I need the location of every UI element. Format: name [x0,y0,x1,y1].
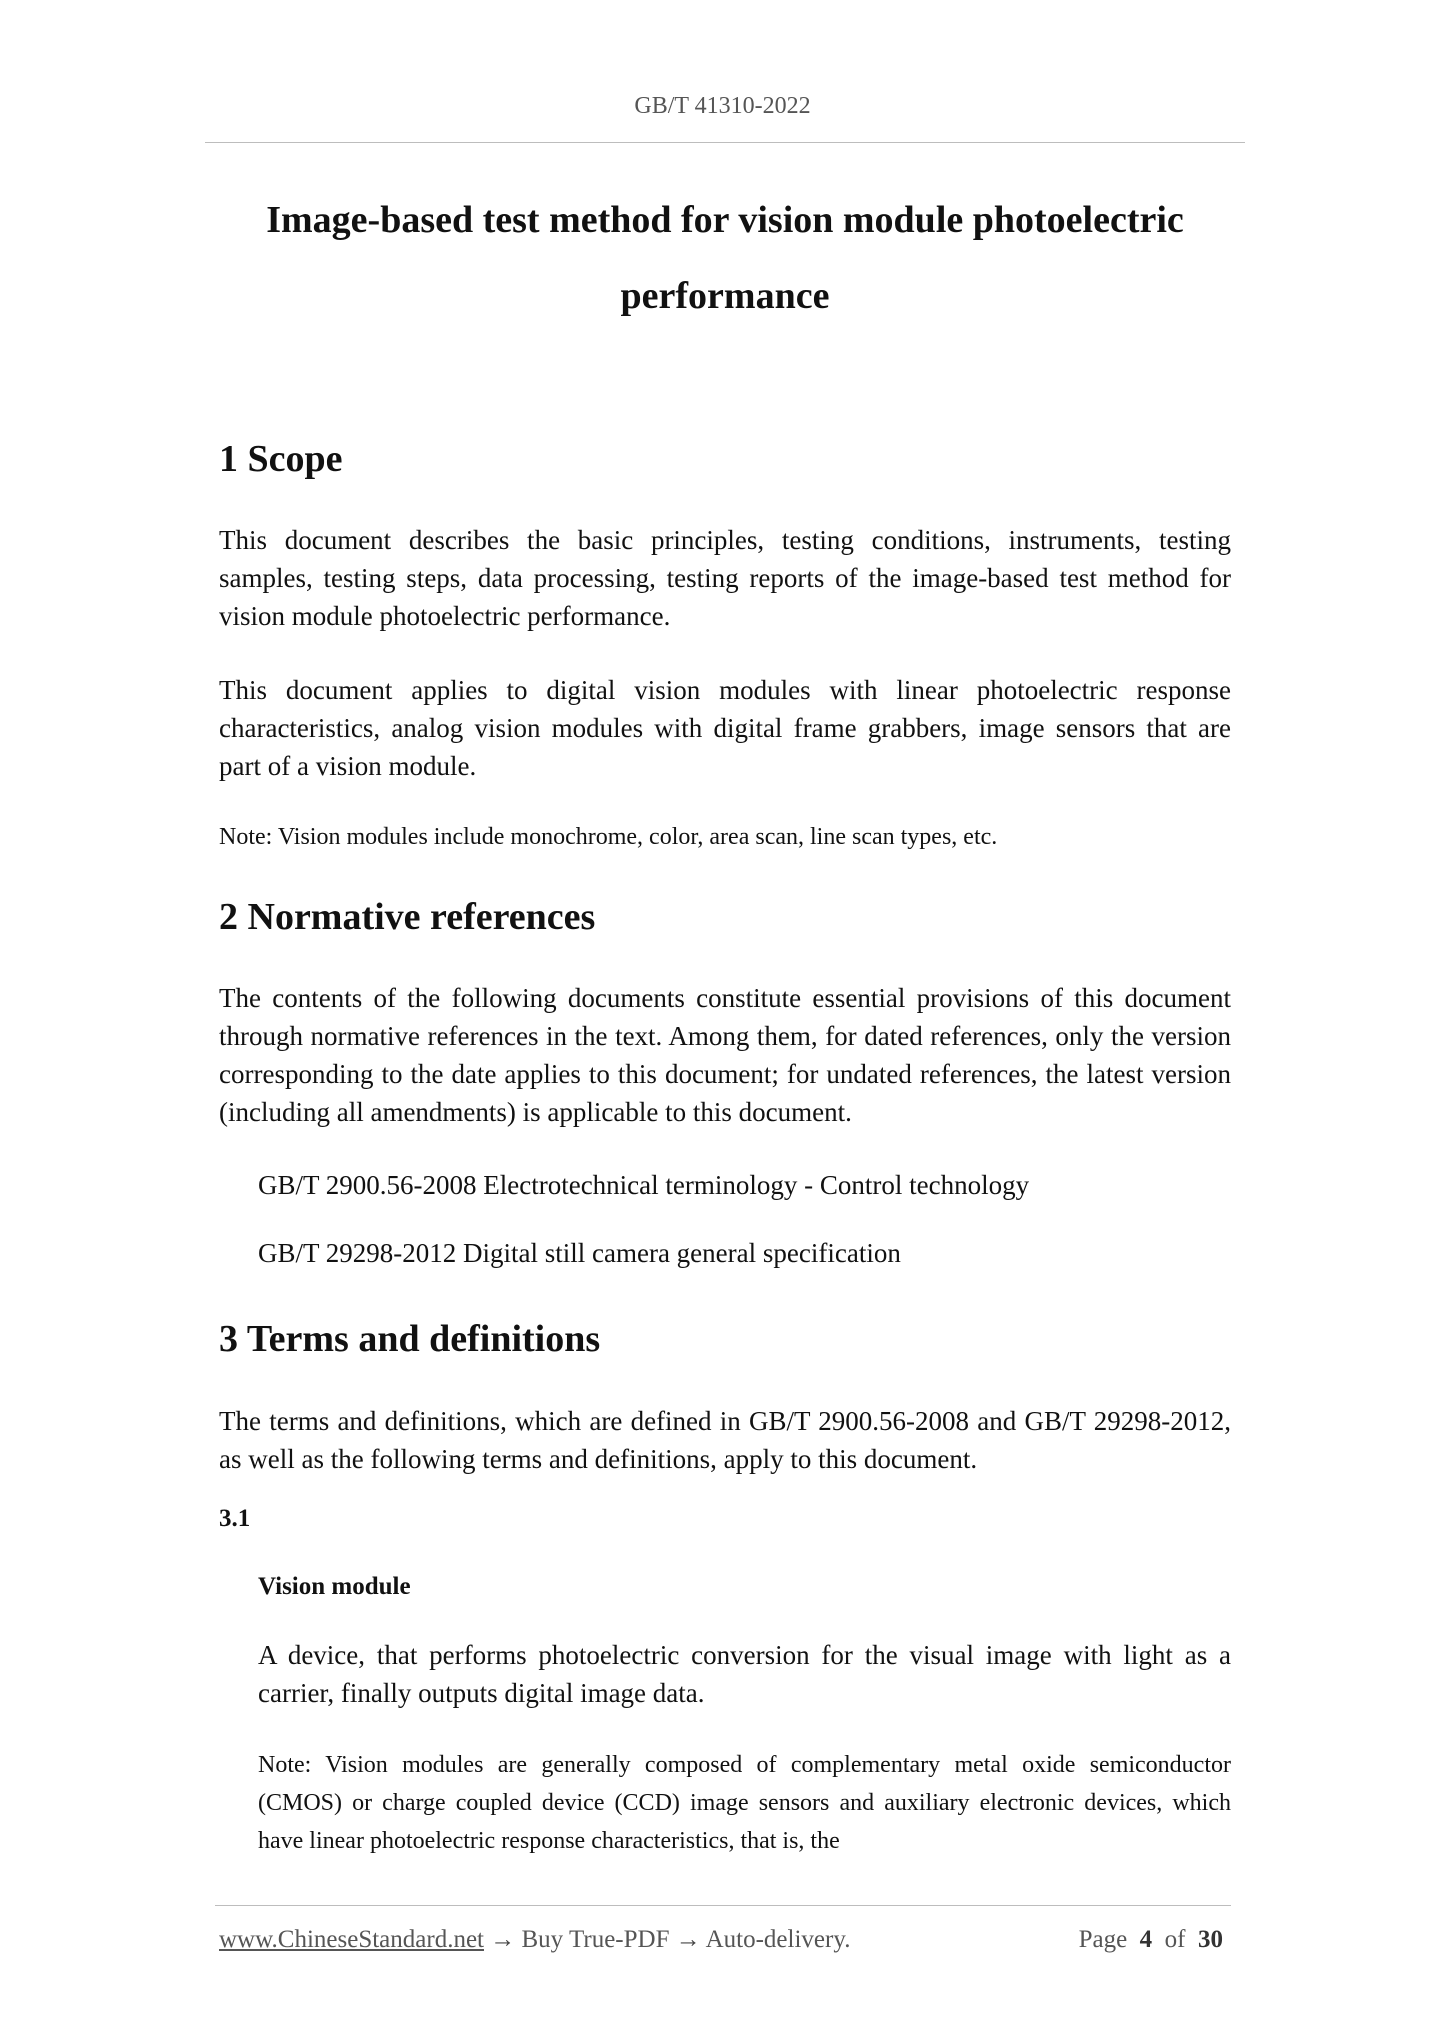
scope-note: Note: Vision modules include monochrome, color, area scan, line scan types, etc. [219,824,998,850]
arrow-right-icon: → [490,1926,516,1953]
term-number: 3.1 [219,1505,251,1532]
scope-paragraph-1: This document describes the basic principles, testing conditions, instruments, testing samples, testing steps, data processing, testing reports of the image-based test method for vision module photoelectric performance. [219,525,1231,631]
term-name: Vision module [258,1573,411,1600]
section-heading-terms-and-definitions: 3 Terms and definitions [219,1318,601,1360]
page-header: GB/T 41310-2022 [634,93,811,119]
term-note: Note: Vision modules are generally composed of complementary metal oxide semiconductor (CMOS) or charge coupled device (CCD) image sensors and auxiliary electronic devices, which have linear photoelectric response characteristics, that is, the [258,1752,1231,1854]
buy-true-pdf-text: Buy True-PDF [521,1926,670,1953]
document-title-line-2: performance [620,275,830,317]
page-of-label: of [1164,1926,1186,1953]
terms-paragraph: The terms and definitions, which are defined in GB/T 2900.56-2008 and GB/T 29298-2012, as well as the following terms and definitions, apply to this document. [219,1406,1231,1474]
page-label: Page [1078,1926,1128,1953]
page-total-number: 30 [1198,1926,1223,1953]
footer-divider [215,1905,1231,1906]
section-heading-normative-references: 2 Normative references [219,896,596,938]
document-title-line-1: Image-based test method for vision module photoelectric [266,199,1184,241]
page-indicator [1079,1926,1223,1954]
references-paragraph: The contents of the following documents constitute essential provisions of this document through normative references in the text. Among them, for dated references, only the version corresponding to the date applies to this document; for undated references, the latest version (including all amendments) is applicable to this document. [219,983,1231,1127]
reference-item-gbt-2900-56: GB/T 2900.56-2008 Electrotechnical terminology - Control technology [258,1170,1030,1200]
reference-item-gbt-29298: GB/T 29298-2012 Digital still camera general specification [258,1238,901,1268]
arrow-right-icon: → [675,1926,701,1953]
term-definition: A device, that performs photoelectric conversion for the visual image with light as a carrier, finally outputs digital image data. [258,1640,1231,1708]
document-title [205,182,1245,334]
page-footer [219,1926,1231,1954]
scope-paragraph-2: This document applies to digital vision modules with linear photoelectric response characteristics, analog vision modules with digital frame grabbers, image sensors that are part of a vision module. [219,675,1231,781]
header-divider [205,142,1245,143]
page-current-number: 4 [1139,1926,1153,1953]
auto-delivery-text: Auto-delivery. [705,1926,851,1953]
site-link[interactable]: www.ChineseStandard.net [219,1926,484,1953]
section-heading-scope: 1 Scope [219,438,343,480]
